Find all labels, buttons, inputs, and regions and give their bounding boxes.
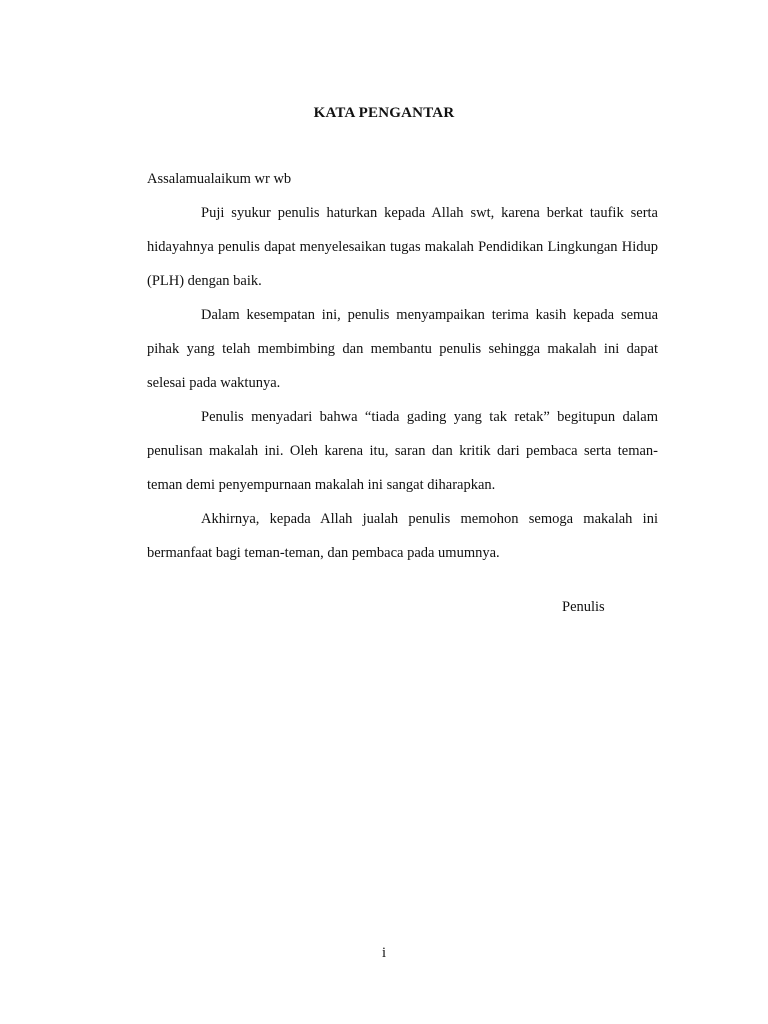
- page-number: i: [381, 945, 387, 961]
- paragraph-2: Dalam kesempatan ini, penulis menyampaikan terima kasih kepada semua pihak yang telah membimbing dan membantu penulis sehingga makalah ini dapat selesai pada waktunya.: [147, 307, 658, 391]
- paragraph-3: Penulis menyadari bahwa “tiada gading yang tak retak” begitupun dalam penulisan makalah ini. Oleh karena itu, saran dan kritik dari pembaca serta teman-teman demi penyempurnaan makalah ini sangat diharapkan.: [147, 409, 658, 493]
- signature-label: Penulis: [562, 599, 605, 615]
- paragraph-4: Akhirnya, kepada Allah jualah penulis memohon semoga makalah ini bermanfaat bagi teman-teman, dan pembaca pada umumnya.: [147, 511, 658, 561]
- paragraph-1: Puji syukur penulis haturkan kepada Allah swt, karena berkat taufik serta hidayahnya penulis dapat menyelesaikan tugas makalah Pendidikan Lingkungan Hidup (PLH) dengan baik.: [147, 205, 658, 289]
- page-title: KATA PENGANTAR: [313, 105, 455, 121]
- document-body: [147, 162, 658, 570]
- greeting-text: Assalamualaikum wr wb: [147, 171, 292, 187]
